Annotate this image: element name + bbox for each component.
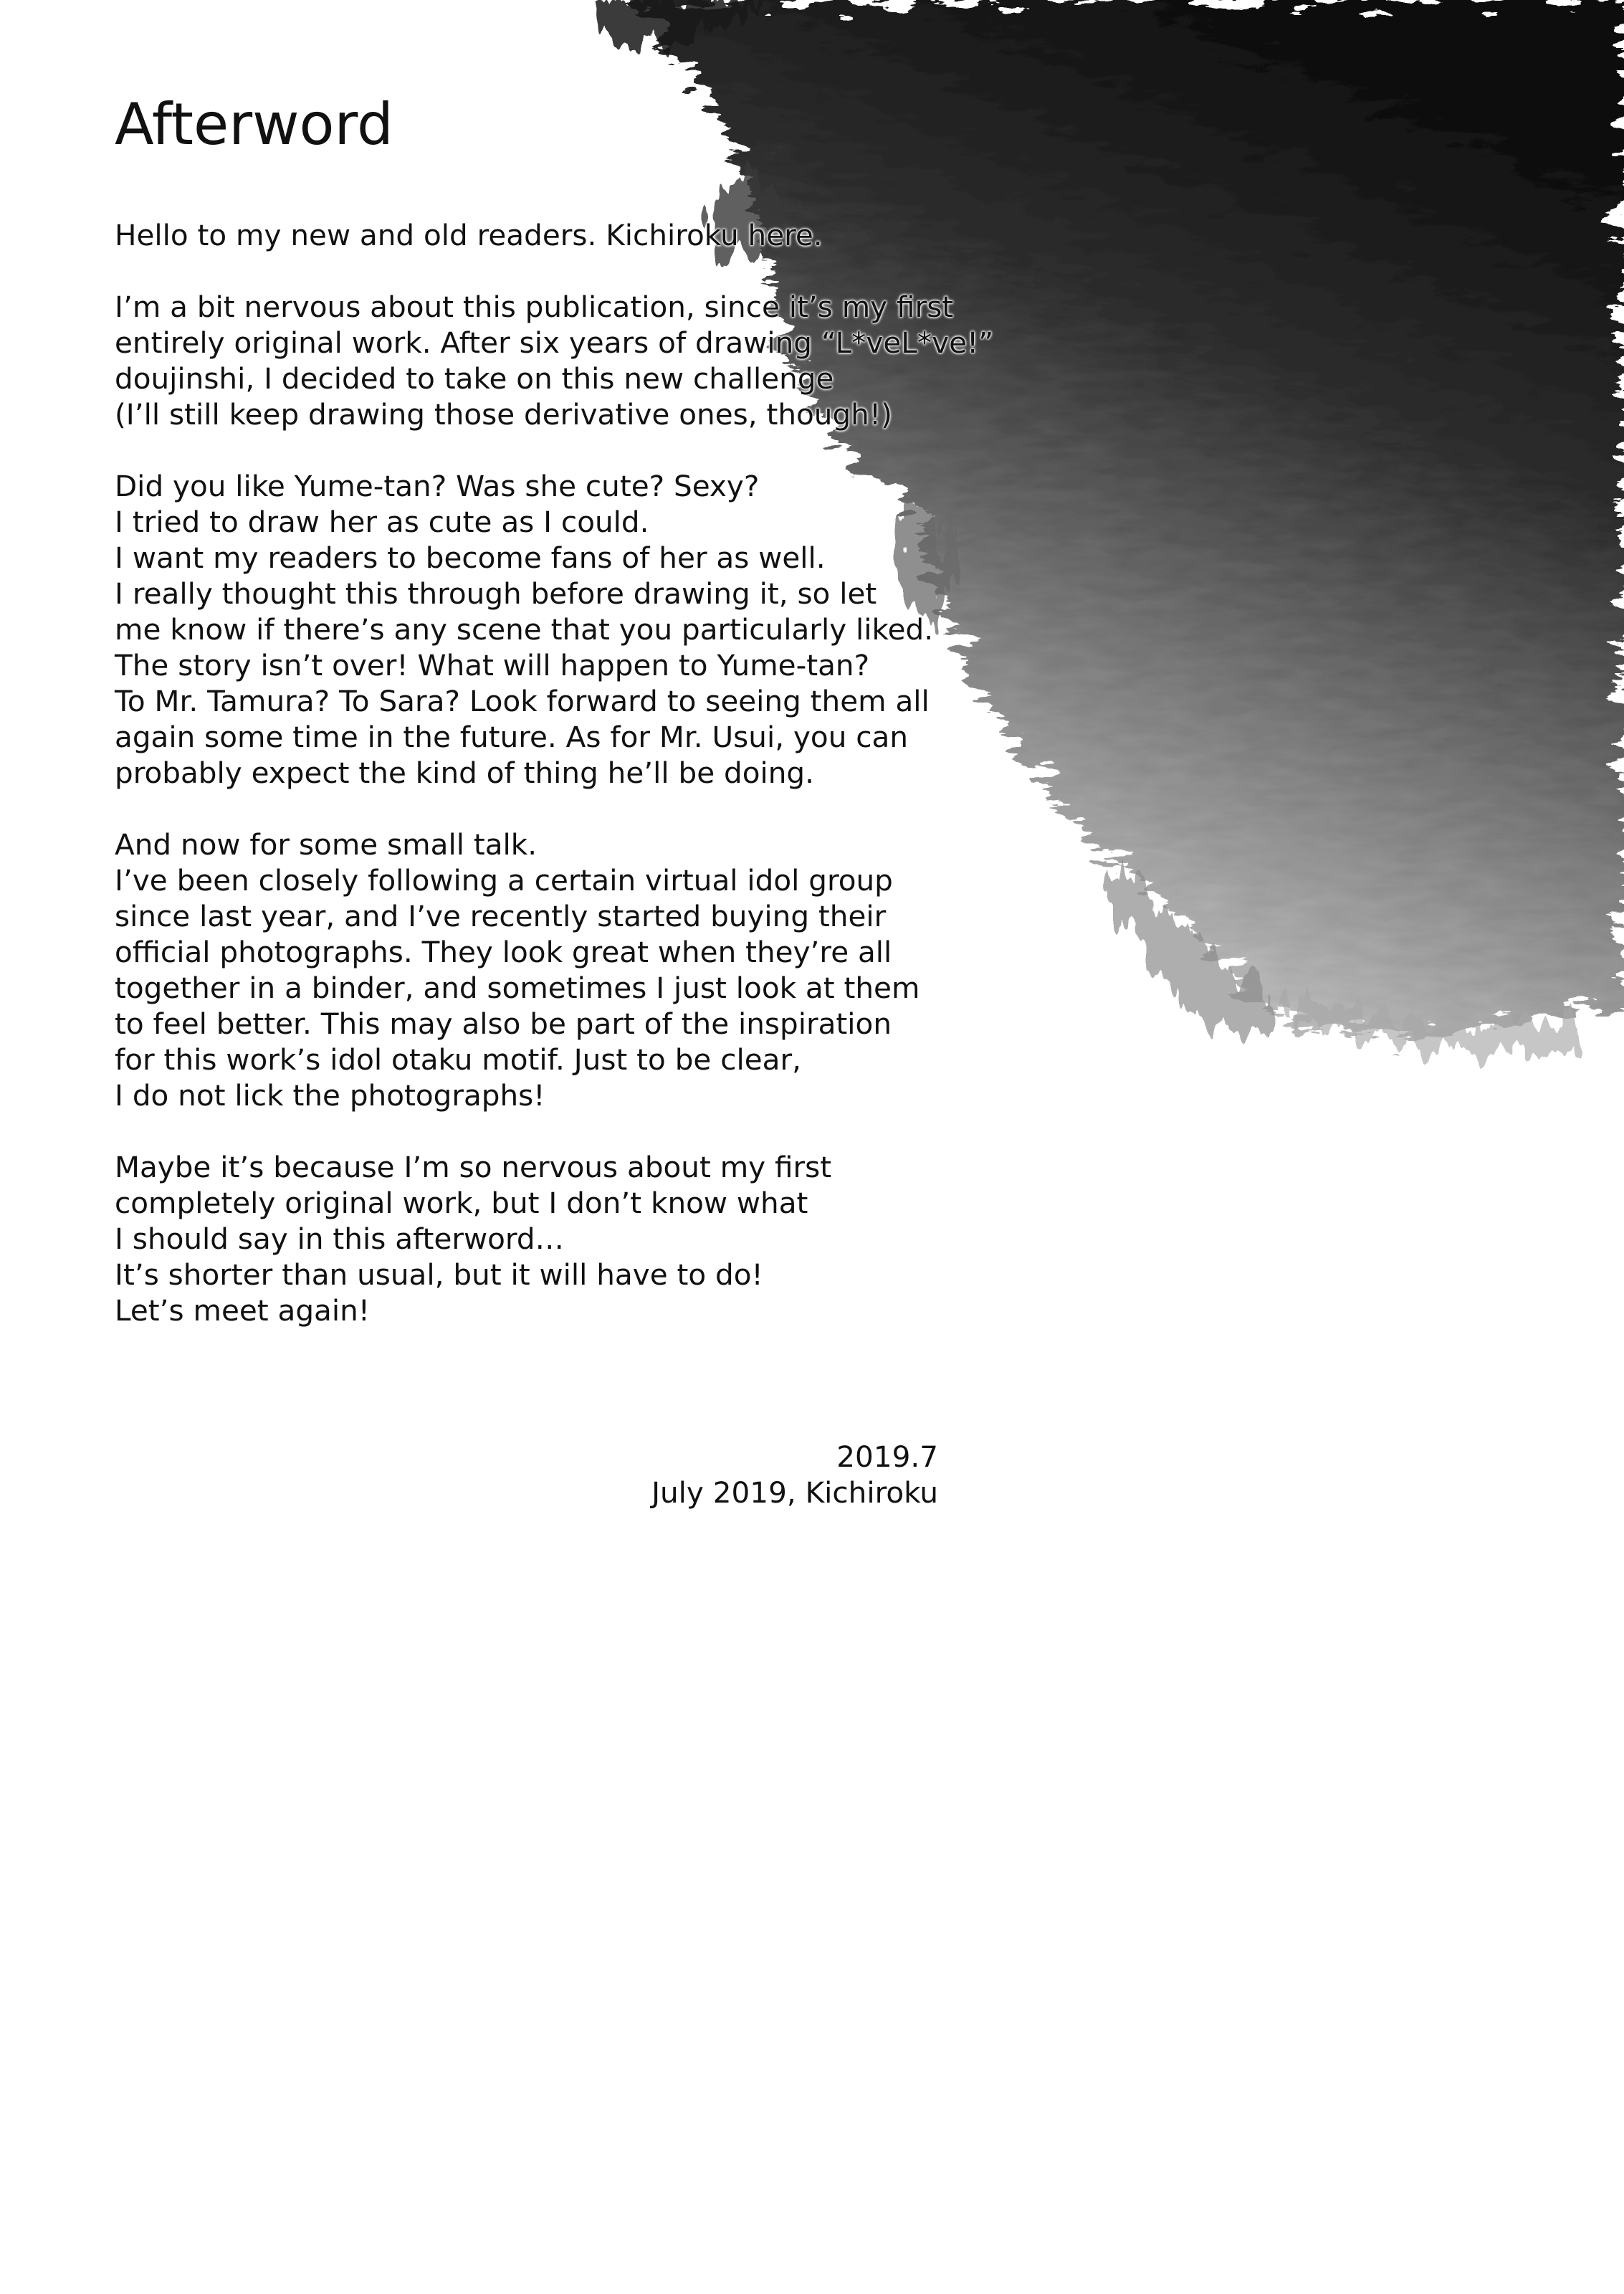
text-line: Did you like Yume-tan? Was she cute? Sexy? <box>115 469 760 503</box>
text-line: I tried to draw her as cute as I could. <box>115 505 649 539</box>
text-line: official photographs. They look great when they’re all <box>115 935 892 969</box>
paragraph-yume-tan <box>115 468 946 791</box>
text-line: It’s shorter than usual, but it will have to do! <box>115 1257 763 1292</box>
paragraph-gap <box>115 253 946 289</box>
text-line: Maybe it’s because I’m so nervous about my first <box>115 1150 832 1184</box>
text-line: probably expect the kind of thing he’ll be doing. <box>115 756 814 790</box>
text-line: to feel better. This may also be part of the inspiration <box>115 1006 892 1041</box>
paragraph-gap <box>115 1113 946 1149</box>
text-line: I want my readers to become fans of her as well. <box>115 541 826 575</box>
signature-author: July 2019, Kichiroku <box>651 1475 938 1510</box>
text-line: And now for some small talk. <box>115 827 538 862</box>
text-line: Let’s meet again! <box>115 1293 371 1328</box>
paragraph-original-work <box>115 289 994 432</box>
text-line: me know if there’s any scene that you particularly liked. <box>115 612 934 647</box>
paragraph-gap <box>115 791 946 827</box>
text-line: I’m a bit nervous about this publication, since it’s my first <box>115 290 954 324</box>
signature-block <box>651 1439 938 1510</box>
text-line: completely original work, but I don’t know what <box>115 1186 808 1220</box>
text-line: for this work’s idol otaku motif. Just to be clear, <box>115 1042 801 1077</box>
paragraph-closing <box>115 1149 946 1328</box>
text-line: since last year, and I’ve recently started buying their <box>115 899 887 933</box>
paragraph-greeting <box>115 217 946 253</box>
text-line: I do not lick the photographs! <box>115 1078 545 1113</box>
page-title: Afterword <box>115 91 393 158</box>
paragraph-gap <box>115 432 946 468</box>
text-line: I’ve been closely following a certain virtual idol group <box>115 863 893 898</box>
text-line: (I’ll still keep drawing those derivative ones, though!) <box>115 397 892 432</box>
text-line: again some time in the future. As for Mr. Usui, you can <box>115 720 908 754</box>
text-line: The story isn’t over! What will happen to Yume-tan? <box>115 648 870 682</box>
text-line: I really thought this through before drawing it, so let <box>115 576 877 611</box>
text-line: doujinshi, I decided to take on this new challenge <box>115 361 834 396</box>
text-line: I should say in this afterword… <box>115 1222 565 1256</box>
text-line: entirely original work. After six years of drawing “L*veL*ve!” <box>115 325 994 360</box>
text-line: Hello to my new and old readers. Kichiroku here. <box>115 218 823 252</box>
afterword-body <box>115 217 994 1328</box>
text-line: together in a binder, and sometimes I just look at them <box>115 971 920 1005</box>
text-line: To Mr. Tamura? To Sara? Look forward to seeing them all <box>115 684 930 718</box>
paragraph-small-talk <box>115 827 946 1113</box>
signature-date: 2019.7 <box>836 1439 938 1474</box>
